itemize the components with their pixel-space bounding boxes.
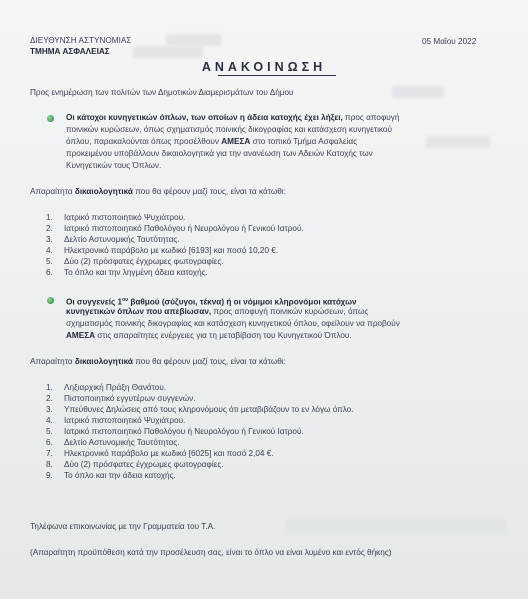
list-item: Το όπλο και την ληγμένη άδεια κατοχής. — [64, 268, 208, 277]
p1-line2: ποινικών κυρώσεων, όπως σχηματισμός ποινικής δικογραφίας και κατάσχεση κυνηγετικού — [66, 125, 392, 134]
notice-title: ΑΝΑΚΟΙΝΩΣΗ — [201, 60, 327, 74]
list-item: Ληξιαρχική Πράξη Θανάτου. — [64, 383, 167, 392]
section-name: ΤΜΗΜΑ ΑΣΦΑΛΕΙΑΣ — [30, 47, 110, 56]
list-item: Ιατρικό πιστοποιητικό Παθολόγου ή Νευρολόγου ή Γενικού Ιατρού. — [64, 427, 304, 436]
redacted-area — [133, 46, 203, 58]
p1-line1: Οι κάτοχοι κυνηγετικών όπλων, των οποίων η άδεια κατοχής έχει λήξει, προς αποφυγή — [66, 113, 400, 122]
list-item: Δελτίο Αστυνομικής Ταυτότητας. — [64, 438, 180, 447]
bullet-icon — [47, 115, 54, 122]
req2-text: Απαραίτητα δικαιολογητικά που θα φέρουν μαζί τους, είναι τα κάτωθι: — [30, 357, 286, 366]
footnote: (Απαραίτητη προϋπόθεση κατά την προσέλευση σας, είναι το όπλο να είναι λυμένο και εντός θήκης) — [30, 548, 392, 557]
list-item: Υπεύθυνες Δηλώσεις από τους κληρονόμους ότι μεταβιβάζουν το εν λόγω όπλο. — [64, 405, 354, 414]
redacted-area — [166, 34, 222, 46]
notice-page: ΔΙΕΥΘΥΝΣΗ ΑΣΤΥΝΟΜΙΑΣ ΤΜΗΜΑ ΑΣΦΑΛΕΙΑΣ 05 Μαΐου 2022 ΑΝΑΚΟΙΝΩΣΗ Προς ενημέρωση των πολιτών των Δημοτικών Διαμερισμάτων του Δήμου Οι κάτοχοι κυνηγετικών όπλων, των οποίων η άδεια κατοχής έχει λήξει, προς αποφυγή ποινικών κυρώσεων, όπως σχηματισμός ποινικής δικογραφίας και κατάσχεση κυνηγετικού όπλου, παρακαλούνται όπως προσέλθουν ΑΜΕΣΑ στο τοπικό Τμήμα Ασφαλείας προκειμένου υποβάλλουν δικαιολογητικά για την ανανέωση των Αδειών Κατοχής των Κυνηγετικών τους Όπλων. Απαραίτητα δικαιολογητικά που θα φέρουν μαζί τους, είναι τα κάτωθι: 1. Ιατρικό πιστοποιητικό Ψυχιάτρου. 2. Ιατρικό πιστοποιητικό Παθολόγου ή Νευρολόγου ή Γενικού Ιατρού. 3. Δελτίο Αστυνομικής Ταυτότητας. 4. Ηλεκτρονικό παράβολο με κωδικό [6193] και ποσό 10,20 €. 5. Δύο (2) πρόσφατες έγχρωμες φωτογραφίες. 6. Το όπλο και την ληγμένη άδεια κατοχής. Οι συγγενείς $1^{o\upsilon}$ βαθμού (σύζυγοι, τέκνα) ή οι νόμιμοι κληρονόμοι κατόχων κυνηγετικών όπλων που απεβίωσαν, προς αποφυγή ποινικών κυρώσεων, όπως σχηματισμός ποινικής δικογραφίας και κατάσχεση κυνηγετικού όπλου, οφείλουν να προβούν ΑΜΕΣΑ στις απαραίτητες ενέργειες για τη μεταβίβαση του Κυνηγετικού Όπλου. Απαραίτητα δικαιολογητικά που θα φέρουν μαζί τους, είναι τα κάτωθι: 1. Ληξιαρχική Πράξη Θανάτου. 2. Πιστοποιητικό εγγυτέρων συγγενών. 3. Υπεύθυνες Δηλώσεις από τους κληρονόμους ότι μεταβιβάζουν το εν λόγω όπλο. 4. Ιατρικό πιστοποιητικό Ψυχιάτρου. 5. Ιατρικό πιστοποιητικό Παθολόγου ή Νευρολόγου ή Γενικού Ιατρού. 6. Δελτίο Αστυνομικής Ταυτότητας. 7. Ηλεκτρονικό παράβολο με κωδικό [6025] και ποσό 2,04 €. 8. Δύο (2) πρόσφατες έγχρωμες φωτογραφίες. 9. Το όπλο και την άδεια κατοχής. Τηλέφωνα επικοινωνίας με την Γραμματεία του Τ.Α. (Απαραίτητη προϋπόθεση κατά την προσέλευση σας, είναι το όπλο να είναι λυμένο και εντός θήκης) — [0, 0, 528, 599]
intro-text: Προς ενημέρωση των πολιτών των Δημοτικών Διαμερισμάτων του Δήμου — [30, 88, 294, 97]
req1-text: Απαραίτητα δικαιολογητικά που θα φέρουν μαζί τους, είναι τα κάτωθι: — [30, 187, 286, 196]
p2-line4: ΑΜΕΣΑ στις απαραίτητες ενέργειες για τη μεταβίβαση του Κυνηγετικού Όπλου. — [66, 331, 352, 340]
list-item: Δελτίο Αστυνομικής Ταυτότητας. — [64, 235, 180, 244]
p2-line1: Οι συγγενείς $1^{o\upsilon}$ βαθμού (σύζυγοι, τέκνα) ή οι νόμιμοι κληρονόμοι κατόχων — [66, 297, 357, 307]
notice-date: 05 Μαΐου 2022 — [422, 37, 477, 46]
dept-name: ΔΙΕΥΘΥΝΣΗ ΑΣΤΥΝΟΜΙΑΣ — [30, 36, 132, 45]
redacted-area — [426, 136, 490, 148]
redacted-area — [286, 518, 506, 532]
p1-line3: όπλου, παρακαλούνται όπως προσέλθουν ΑΜΕΣΑ στο τοπικό Τμήμα Ασφαλείας — [66, 137, 358, 146]
list-item: Δύο (2) πρόσφατες έγχρωμες φωτογραφίες. — [64, 460, 224, 469]
p2-line2: κυνηγετικών όπλων που απεβίωσαν, προς αποφυγή ποινικών κυρώσεων, όπως — [66, 307, 369, 316]
list-item: Ηλεκτρονικό παράβολο με κωδικό [6025] και ποσό 2,04 €. — [64, 449, 274, 458]
list-item: Δύο (2) πρόσφατες έγχρωμες φωτογραφίες. — [64, 257, 224, 266]
contact-phones: Τηλέφωνα επικοινωνίας με την Γραμματεία του Τ.Α. — [30, 522, 216, 531]
list-item: Πιστοποιητικό εγγυτέρων συγγενών. — [64, 394, 196, 403]
list-item: Ηλεκτρονικό παράβολο με κωδικό [6193] και ποσό 10,20 €. — [64, 246, 279, 255]
bullet-icon — [47, 297, 54, 304]
p1-line4: προκειμένου υποβάλλουν δικαιολογητικά για την ανανέωση των Αδειών Κατοχής των — [66, 149, 373, 158]
list-item: Ιατρικό πιστοποιητικό Ψυχιάτρου. — [64, 416, 186, 425]
list-item: Το όπλο και την άδεια κατοχής. — [64, 471, 176, 480]
list-item: Ιατρικό πιστοποιητικό Παθολόγου ή Νευρολόγου ή Γενικού Ιατρού. — [64, 224, 304, 233]
p2-line3: σχηματισμός ποινικής δικογραφίας και κατάσχεση κυνηγετικού όπλου, οφείλουν να προβούν — [66, 319, 400, 328]
list-item: Ιατρικό πιστοποιητικό Ψυχιάτρου. — [64, 213, 186, 222]
redacted-area — [392, 86, 444, 98]
p1-line5: Κυνηγετικών τους Όπλων. — [66, 161, 162, 170]
title-underline — [218, 75, 336, 76]
